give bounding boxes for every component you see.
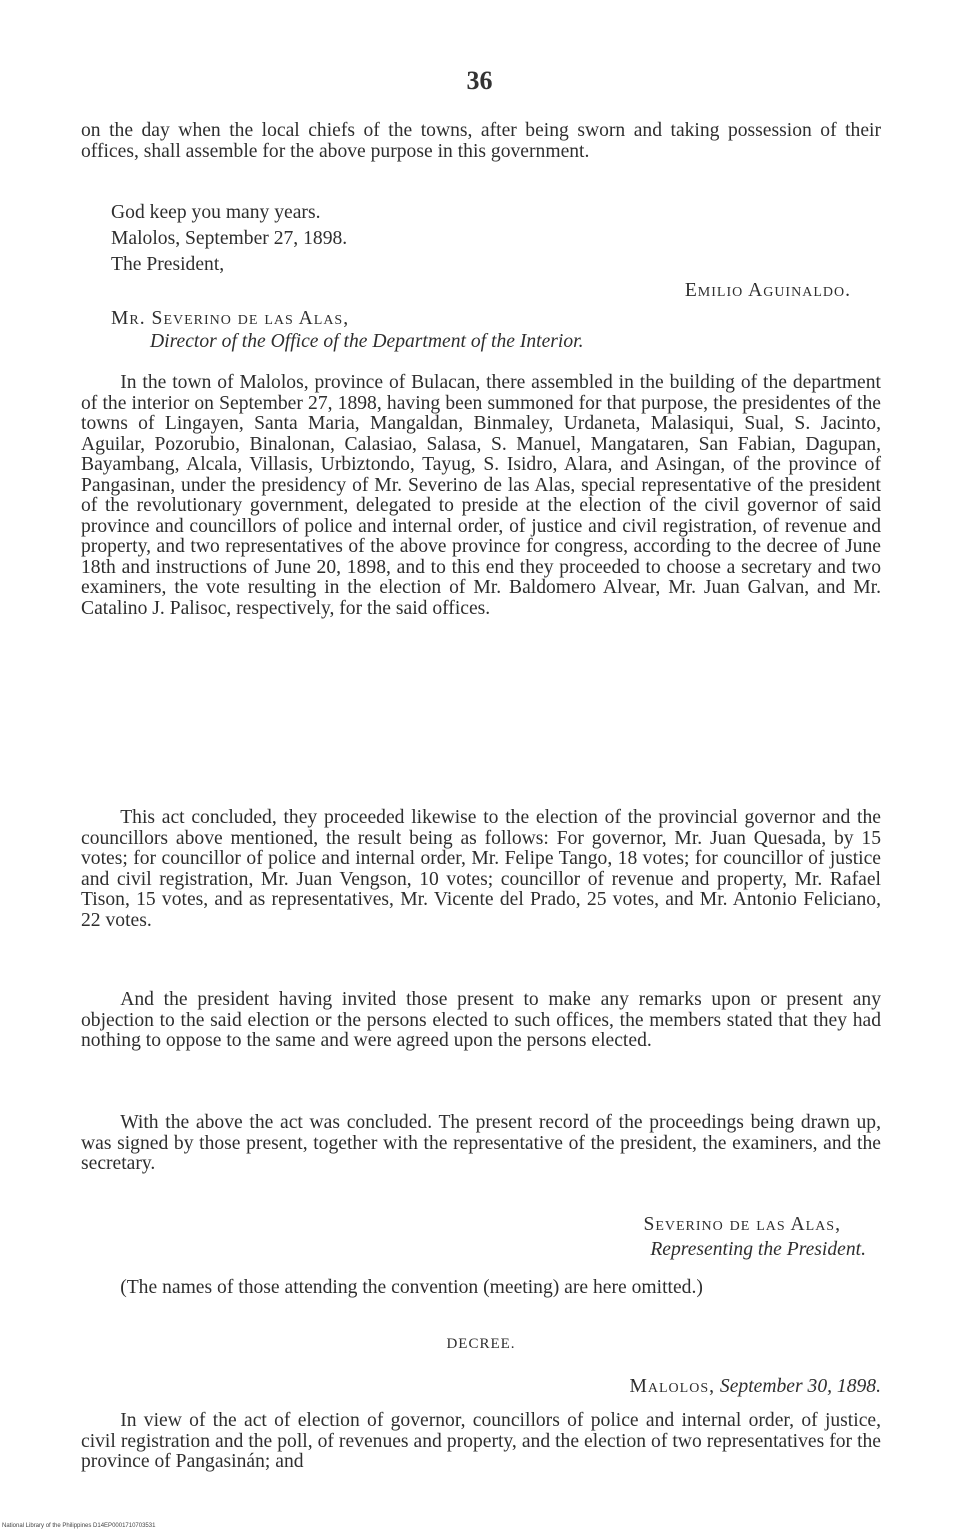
closing-president: The President,: [111, 254, 225, 275]
closing-date: Malolos, September 27, 1898.: [111, 228, 348, 249]
addressee-title: Director of the Office of the Department of the Interior.: [150, 331, 584, 352]
decree-date: September 30, 1898.: [719, 1376, 881, 1397]
paragraph-decree-body: In view of the act of election of governor, councillors of police and internal order, of justice, civil registration and the poll, of revenues and property, and the election of two representatives for the province of Pangasinán; and: [81, 1410, 881, 1472]
decree-dateline: [81, 1377, 881, 1398]
decree-heading: DECREE.: [446, 1336, 516, 1352]
paragraph-continuation: on the day when the local chiefs of the towns, after being sworn and taking possession of their offices, shall assemble for the above purpose in this government.: [81, 120, 881, 162]
footer-archive-id: National Library of the Philippines D14EP0001710703531: [2, 1523, 156, 1529]
decree-place: Malolos,: [629, 1376, 716, 1397]
paragraph-election-results: This act concluded, they proceeded likewise to the election of the provincial governor and the councillors above mentioned, the result being as follows: For governor, Mr. Juan Quesada, by 15 votes; for councillor of police and internal order, Mr. Felipe Tango, 18 votes; for councillor of justice and civil registration, Mr. Juan Vengson, 10 votes; councillor of revenue and property, Mr. Rafael Tison, 15 votes, and as representatives, Mr. Vicente del Prado, 25 votes, and Mr. Antonio Feliciano, 22 votes.: [81, 807, 881, 931]
paragraph-act-concluded: With the above the act was concluded. The present record of the proceedings being drawn up, was signed by those present, together with the representative of the president, the examiners, and the secretary.: [81, 1112, 881, 1174]
paragraph-names-omitted: (The names of those attending the convention (meeting) are here omitted.): [120, 1277, 703, 1298]
signature-alas-title: Representing the President.: [650, 1239, 866, 1260]
page-number: 36: [466, 66, 493, 95]
closing-god-keep: God keep you many years.: [111, 202, 321, 223]
signature-alas: Severino de las Alas,: [643, 1214, 841, 1235]
addressee-name: Mr. Severino de las Alas,: [111, 308, 350, 329]
paragraph-no-objection: And the president having invited those present to make any remarks upon or present any objection to the said election or the persons elected to such offices, the members stated that they had nothing to oppose to the same and were agreed upon the persons elected.: [81, 989, 881, 1051]
paragraph-election-record: In the town of Malolos, province of Bulacan, there assembled in the building of the department of the interior on September 27, 1898, having been summoned for that purpose, the presidentes of the towns of Lingayen, Santa Maria, Mangaldan, Binmaley, Urdaneta, Malasiqui, Sual, S. Jacinto, Aguilar, Pozorubio, Binalonan, Calasiao, Salasa, S. Manuel, Mangataren, San Fabian, Dagupan, Bayambang, Alcala, Villasis, Urbiztondo, Tayug, S. Isidro, Alara, and Asingan, of the province of Pangasinan, under the presidency of Mr. Severino de las Alas, special representative of the president of the revolutionary government, delegated to preside at the election of the civil governor of said province and councillors of police and internal order, of justice and civil registration, of revenue and property, and two representatives of the above province for congress, according to the decree of June 18th and instructions of June 20, 1898, and to this end they proceeded to choose a secretary and two examiners, the vote resulting in the election of Mr. Baldomero Alvear, Mr. Juan Galvan, and Mr. Catalino J. Palisoc, respectively, for the said offices.: [81, 372, 881, 619]
signature-aguinaldo: Emilio Aguinaldo.: [684, 280, 851, 301]
